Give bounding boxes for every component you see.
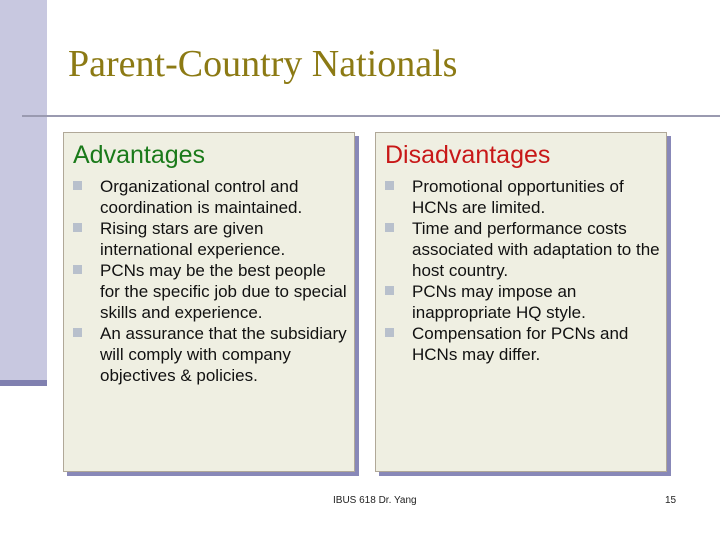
square-bullet-icon (73, 181, 82, 190)
list-item (64, 323, 349, 386)
list-item (64, 218, 349, 260)
list-item (376, 323, 661, 365)
slide-footer: IBUS 618 Dr. Yang (333, 495, 417, 506)
list-item (64, 176, 349, 218)
list-item (376, 281, 661, 323)
advantages-panel (63, 132, 355, 472)
disadvantages-heading: Disadvantages (385, 141, 551, 169)
advantages-heading: Advantages (73, 141, 206, 169)
square-bullet-icon (385, 286, 394, 295)
list-item-text: Rising stars are given international experience. (100, 219, 286, 259)
square-bullet-icon (73, 265, 82, 274)
square-bullet-icon (385, 223, 394, 232)
disadvantages-panel (375, 132, 667, 472)
list-item (376, 176, 661, 218)
decorative-side-bar (0, 0, 47, 385)
list-item-text: Time and performance costs associated with adaptation to the host country. (412, 219, 660, 280)
list-item (376, 218, 661, 281)
slide-title: Parent-Country Nationals (68, 43, 458, 85)
list-item-text: An assurance that the subsidiary will comply with company objectives & policies. (100, 324, 347, 385)
list-item-text: Organizational control and coordination is maintained. (100, 177, 303, 217)
square-bullet-icon (73, 223, 82, 232)
list-item-text: Compensation for PCNs and HCNs may differ. (412, 324, 629, 364)
list-item-text: Promotional opportunities of HCNs are limited. (412, 177, 624, 217)
advantages-list (64, 176, 349, 386)
title-divider (22, 115, 720, 117)
list-item (64, 260, 349, 323)
disadvantages-list (376, 176, 661, 365)
square-bullet-icon (385, 328, 394, 337)
side-bar-shadow (0, 380, 47, 386)
page-number: 15 (665, 495, 677, 506)
square-bullet-icon (385, 181, 394, 190)
square-bullet-icon (73, 328, 82, 337)
list-item-text: PCNs may impose an inappropriate HQ style. (412, 282, 586, 322)
list-item-text: PCNs may be the best people for the specific job due to special skills and experience. (100, 261, 347, 322)
